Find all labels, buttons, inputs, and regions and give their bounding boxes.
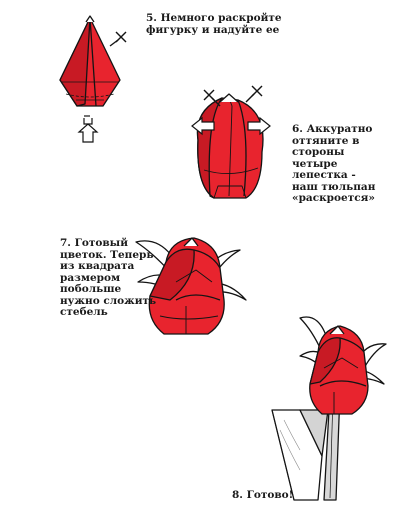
x-mark-icon	[246, 86, 262, 102]
caption-line: из квадрата	[60, 260, 135, 272]
caption-line: побольше	[60, 283, 122, 295]
caption-line: нужно сложить	[60, 294, 157, 307]
caption-line: «раскроется»	[292, 192, 375, 204]
step5-kite-figure	[60, 16, 120, 106]
caption-line: стебель	[60, 306, 108, 318]
caption-line: цветок. Теперь	[60, 248, 154, 261]
step-7-caption	[60, 238, 156, 319]
step8-finished-tulip	[272, 317, 386, 500]
caption-line: четыре	[292, 157, 338, 170]
caption-line: фигурку и надуйте ее	[146, 23, 280, 36]
caption-line: 6. Аккуратно	[292, 123, 373, 135]
caption-line: стороны	[292, 146, 345, 158]
caption-line: размером	[60, 271, 121, 284]
step-5-caption	[146, 13, 282, 36]
caption-line: оттяните в	[292, 134, 360, 147]
step6-bud-figure	[198, 94, 264, 198]
step-8-caption	[232, 490, 293, 502]
caption-line: 8. Готово!	[232, 489, 294, 501]
caption-line: 7. Готовый	[60, 237, 128, 249]
caption-line: лепестка -	[292, 169, 356, 181]
caption-line: наш тюльпан	[292, 180, 376, 193]
step-6-caption	[292, 124, 375, 205]
push-up-arrow-icon	[79, 116, 97, 142]
caption-line: 5. Немного раскройте	[146, 12, 282, 24]
x-mark-icon	[110, 32, 126, 46]
